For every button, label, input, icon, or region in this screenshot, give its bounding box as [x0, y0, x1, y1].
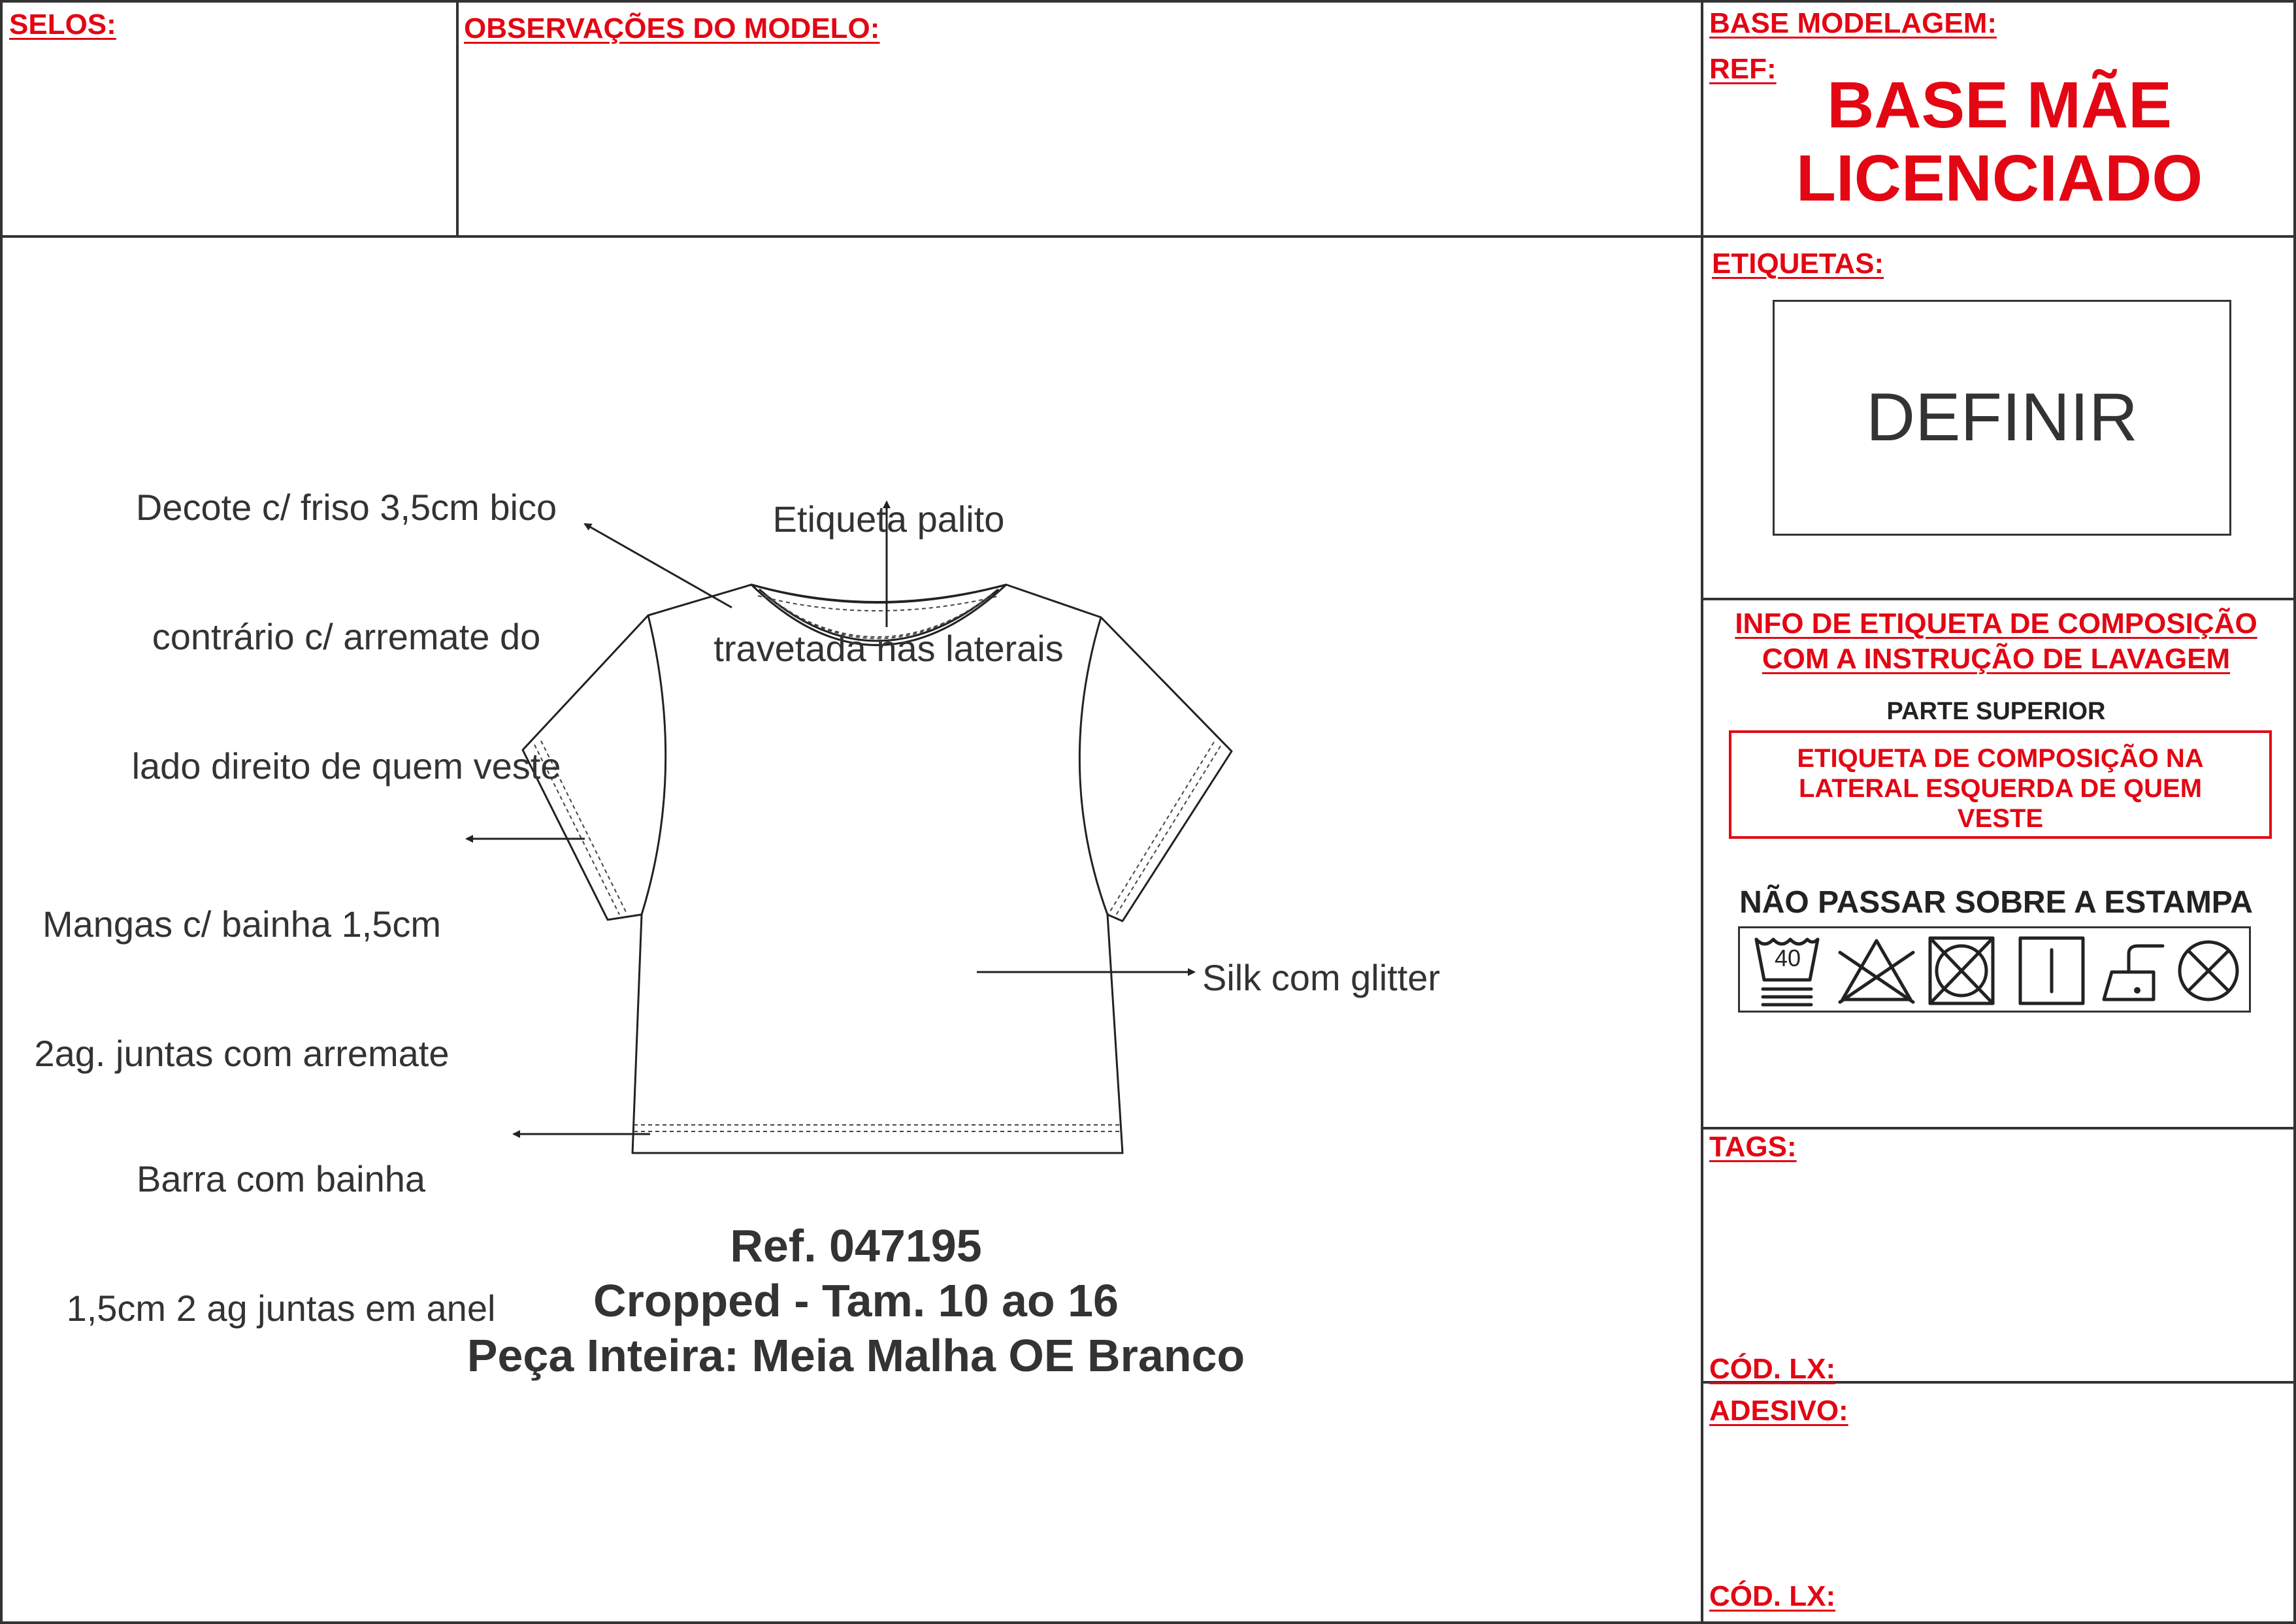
hem-annotation-line-2: 1,5cm 2 ag juntas em anel: [66, 1288, 496, 1329]
base-modelagem-label: BASE MODELAGEM:: [1709, 7, 1997, 39]
care-symbols-svg: [1738, 926, 2251, 1013]
wash-temperature: 40: [1774, 945, 1801, 971]
do-not-bleach-icon: [1840, 941, 1913, 1002]
ref-label: REF:: [1709, 53, 1777, 85]
neckline-annotation-line-1: Decote c/ friso 3,5cm bico: [135, 487, 557, 528]
iron-low-icon: [2104, 946, 2163, 999]
product-info: [392, 1218, 1320, 1383]
product-description: Cropped - Tam. 10 ao 16: [593, 1275, 1119, 1326]
ref-title: [1712, 69, 2287, 215]
iron-dot: [2134, 987, 2140, 994]
composition-box-line-2: LATERAL ESQUERDA DE QUEM: [1798, 774, 2203, 803]
tags-label: TAGS:: [1709, 1131, 1797, 1163]
do-not-tumble-dry-icon: [1930, 938, 1993, 1003]
definir-text: DEFINIR: [1866, 380, 2138, 455]
product-fabric: Peça Inteira: Meia Malha OE Branco: [467, 1330, 1245, 1381]
definir-box: [1773, 300, 2231, 536]
adesivo-label: ADESIVO:: [1709, 1395, 1848, 1427]
composition-title-line-2: COM A INSTRUÇÃO DE LAVAGEM: [1762, 643, 2231, 675]
cod-lx-label-tags: CÓD. LX:: [1709, 1353, 1836, 1385]
product-ref: Ref. 047195: [730, 1220, 982, 1271]
neckline-annotation: [118, 400, 575, 831]
do-not-dry-clean-icon: [2180, 942, 2237, 999]
observacoes-label: OBSERVAÇÕES DO MODELO:: [464, 12, 880, 44]
ref-title-line-2: LICENCIADO: [1796, 142, 2203, 215]
composition-box: [1729, 730, 2272, 839]
composition-box-line-3: VESTE: [1957, 804, 2044, 833]
composition-box-line-1: ETIQUETA DE COMPOSIÇÃO NA: [1797, 744, 2204, 773]
label-tag-annotation-line-2: travetada nas laterais: [713, 628, 1064, 669]
line-dry-icon: [2020, 938, 2083, 1003]
composition-title: [1699, 606, 2293, 677]
cod-lx-label-adesivo: CÓD. LX:: [1709, 1580, 1836, 1612]
silk-annotation: Silk com glitter: [1202, 957, 1441, 998]
parte-superior-label: PARTE SUPERIOR: [1886, 698, 2106, 725]
tags-divider: [1702, 1127, 2296, 1129]
sleeves-annotation-line-1: Mangas c/ bainha 1,5cm: [42, 903, 442, 945]
nao-passar-label: NÃO PASSAR SOBRE A ESTAMPA: [1739, 885, 2253, 920]
neckline-annotation-line-3: lado direito de quem veste: [131, 745, 561, 787]
etiquetas-label: ETIQUETAS:: [1712, 248, 1884, 280]
etiquetas-divider: [1702, 598, 2296, 600]
sleeves-annotation-line-2: 2ag. juntas com arremate: [34, 1033, 450, 1074]
neckline-annotation-line-2: contrário c/ arremate do: [152, 616, 541, 657]
hem-annotation-line-1: Barra com bainha: [136, 1158, 425, 1199]
label-tag-annotation: [686, 412, 1091, 713]
care-symbols-strip: [1738, 926, 2251, 1013]
label-tag-annotation-line-1: Etiqueta palito: [772, 498, 1005, 540]
selos-label: SELOS:: [9, 8, 116, 41]
ref-title-line-1: BASE MÃE: [1827, 69, 2172, 142]
composition-title-line-1: INFO DE ETIQUETA DE COMPOSIÇÃO: [1735, 608, 2257, 640]
